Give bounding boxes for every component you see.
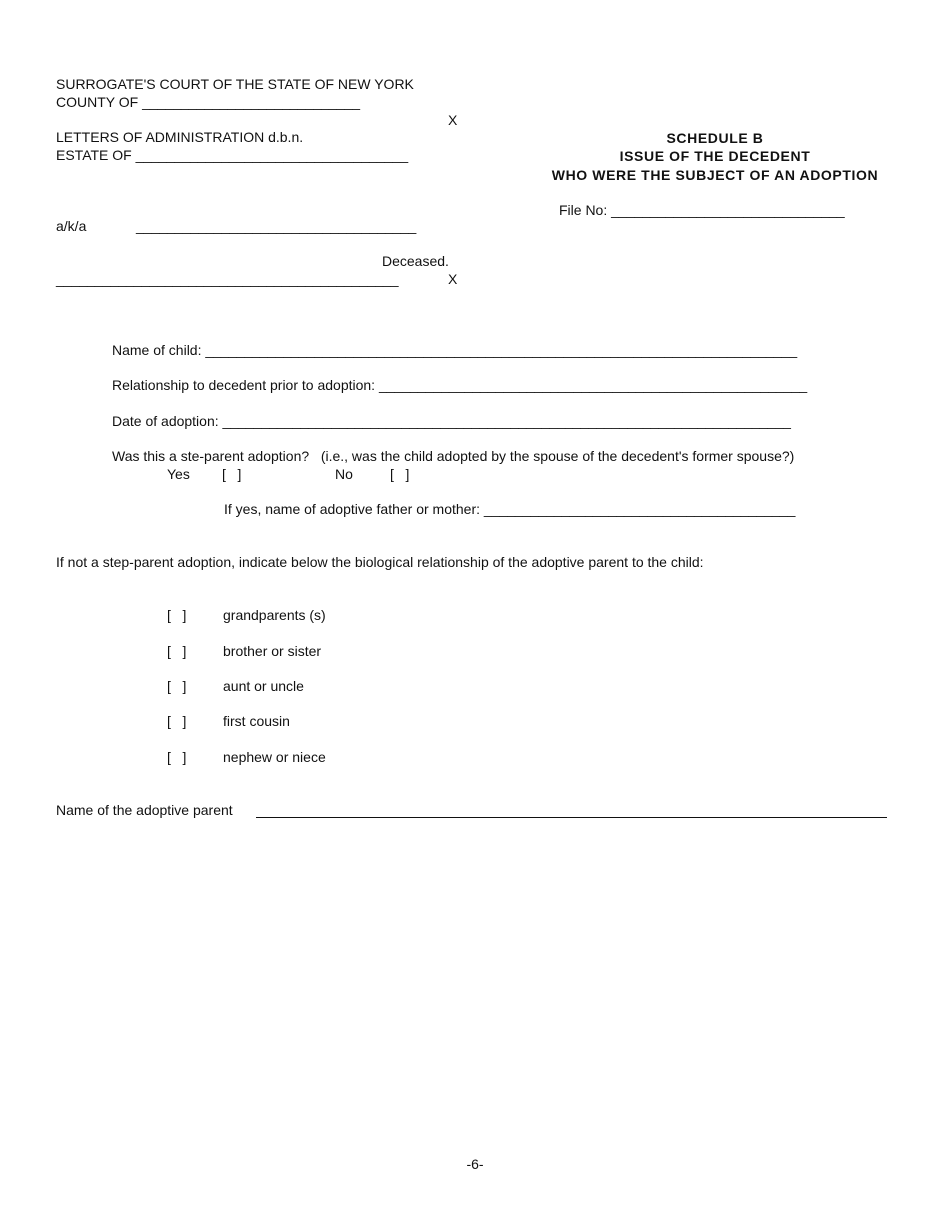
deceased-label: Deceased. bbox=[382, 253, 449, 269]
option-checkbox[interactable]: [ ] bbox=[167, 749, 187, 765]
court-name: SURROGATE'S COURT OF THE STATE OF NEW YORK bbox=[56, 76, 414, 92]
adoptive-parent-input-line[interactable] bbox=[256, 817, 887, 818]
option-label: nephew or niece bbox=[223, 749, 326, 765]
relationship-intro: If not a step-parent adoption, indicate below the biological relationship of the adoptive parent to the child: bbox=[56, 554, 704, 570]
estate-of-field[interactable]: ESTATE OF ___________________________________ bbox=[56, 147, 409, 163]
adoptive-father-mother-field[interactable]: If yes, name of adoptive father or mother: ________________________________________ bbox=[224, 501, 796, 517]
caption-x-mark-bottom: X bbox=[448, 271, 458, 287]
option-label: brother or sister bbox=[223, 643, 322, 659]
option-label: first cousin bbox=[223, 713, 290, 729]
option-label: aunt or uncle bbox=[223, 678, 304, 694]
aka-field[interactable]: ____________________________________ bbox=[136, 218, 417, 234]
date-of-adoption-field[interactable]: Date of adoption: _________________________________________________________________________ bbox=[112, 413, 791, 429]
option-checkbox[interactable]: [ ] bbox=[167, 607, 187, 623]
name-of-child-field[interactable]: Name of child: ____________________________________________________________________________ bbox=[112, 342, 798, 358]
page-number: -6- bbox=[466, 1156, 484, 1172]
relationship-prior-field[interactable]: Relationship to decedent prior to adoption: _______________________________________________________ bbox=[112, 377, 808, 393]
yes-checkbox[interactable]: [ ] bbox=[222, 466, 242, 482]
schedule-subtitle: ISSUE OF THE DECEDENT bbox=[619, 148, 811, 164]
step-parent-question: Was this a ste-parent adoption? (i.e., was the child adopted by the spouse of the decedent's former spouse?) bbox=[112, 448, 795, 464]
file-number-field[interactable]: File No: ______________________________ bbox=[559, 202, 845, 218]
no-label: No bbox=[335, 466, 353, 482]
yes-label: Yes bbox=[167, 466, 190, 482]
county-field[interactable]: COUNTY OF ____________________________ bbox=[56, 94, 361, 110]
schedule-subtitle-2: WHO WERE THE SUBJECT OF AN ADOPTION bbox=[551, 167, 879, 183]
option-checkbox[interactable]: [ ] bbox=[167, 713, 187, 729]
option-checkbox[interactable]: [ ] bbox=[167, 643, 187, 659]
option-label: grandparents (s) bbox=[223, 607, 326, 623]
no-checkbox[interactable]: [ ] bbox=[390, 466, 410, 482]
adoptive-parent-label: Name of the adoptive parent bbox=[56, 802, 233, 818]
schedule-title: SCHEDULE B bbox=[666, 130, 764, 146]
letters-of-administration-label: LETTERS OF ADMINISTRATION d.b.n. bbox=[56, 129, 304, 145]
caption-x-mark-top: X bbox=[448, 112, 458, 128]
caption-bottom-rule: ____________________________________________ bbox=[56, 271, 399, 287]
option-checkbox[interactable]: [ ] bbox=[167, 678, 187, 694]
aka-label: a/k/a bbox=[56, 218, 87, 234]
